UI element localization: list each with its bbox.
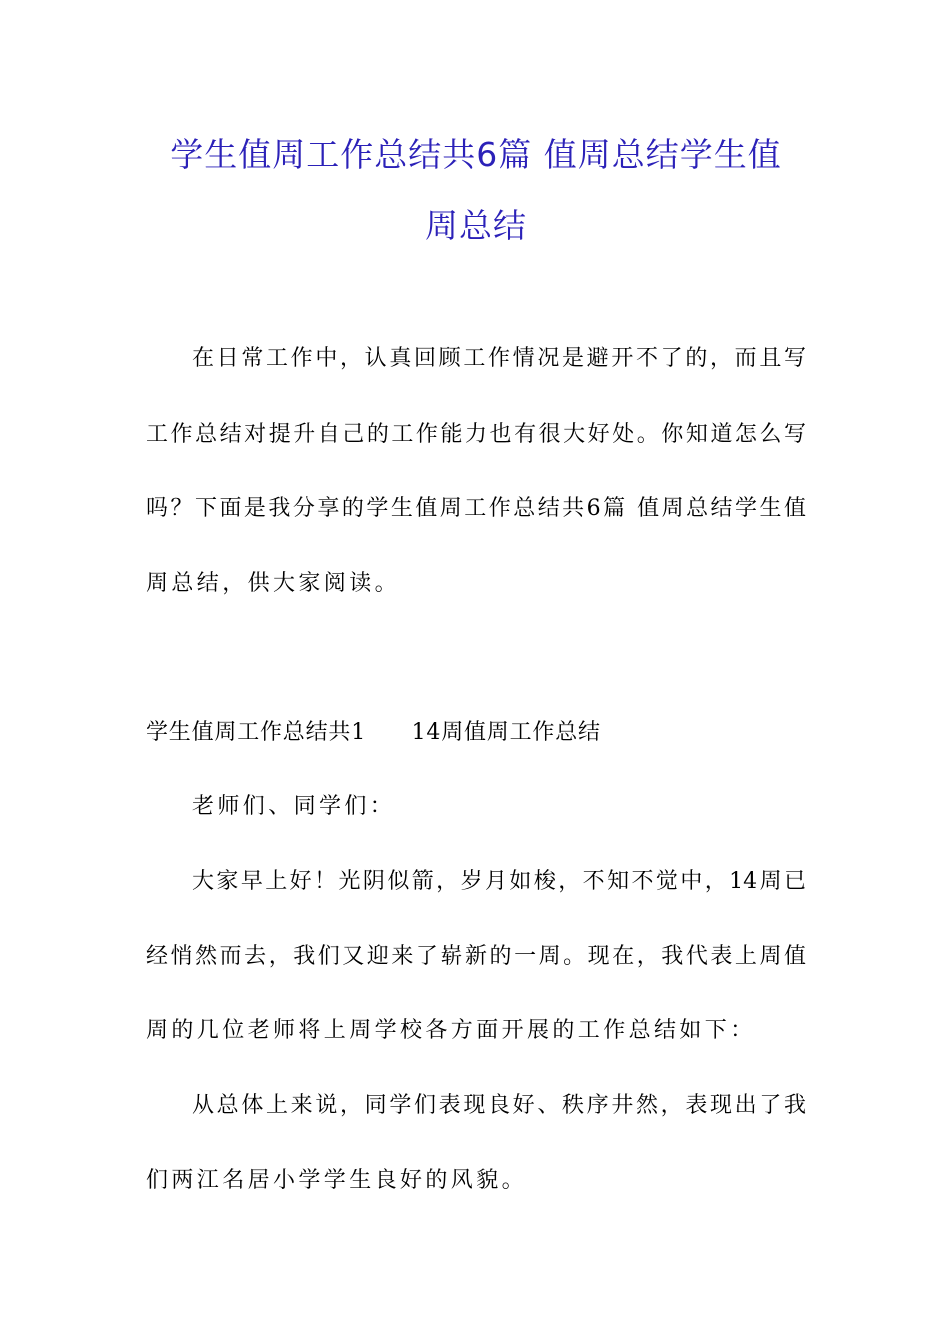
section-heading: 学生值周工作总结共1 14周值周工作总结 (146, 720, 601, 745)
document-title-line-2: 周总结 (425, 206, 527, 245)
para1-line-1: 大家早上好！光阴似箭，岁月如梭，不知不觉中，14周已 (192, 869, 806, 894)
intro-line-4: 周总结，供大家阅读。 (146, 571, 401, 596)
para2-line-1: 从总体上来说，同学们表现良好、秩序井然，表现出了我 (192, 1093, 806, 1118)
intro-line-1: 在日常工作中，认真回顾工作情况是避开不了的，而且写 (192, 346, 806, 371)
intro-line-3: 吗？下面是我分享的学生值周工作总结共6篇 值周总结学生值 (146, 496, 806, 521)
para2-line-2: 们两江名居小学学生良好的风貌。 (146, 1168, 528, 1193)
para1-line-2: 经悄然而去，我们又迎来了崭新的一周。现在，我代表上周值 (146, 944, 806, 969)
para1-line-3: 周的几位老师将上周学校各方面开展的工作总结如下： (146, 1018, 756, 1043)
intro-line-2: 工作总结对提升自己的工作能力也有很大好处。你知道怎么写 (146, 422, 806, 447)
greeting: 老师们、同学们： (192, 794, 396, 819)
document-title-line-1: 学生值周工作总结共6篇 值周总结学生值 (170, 135, 782, 174)
